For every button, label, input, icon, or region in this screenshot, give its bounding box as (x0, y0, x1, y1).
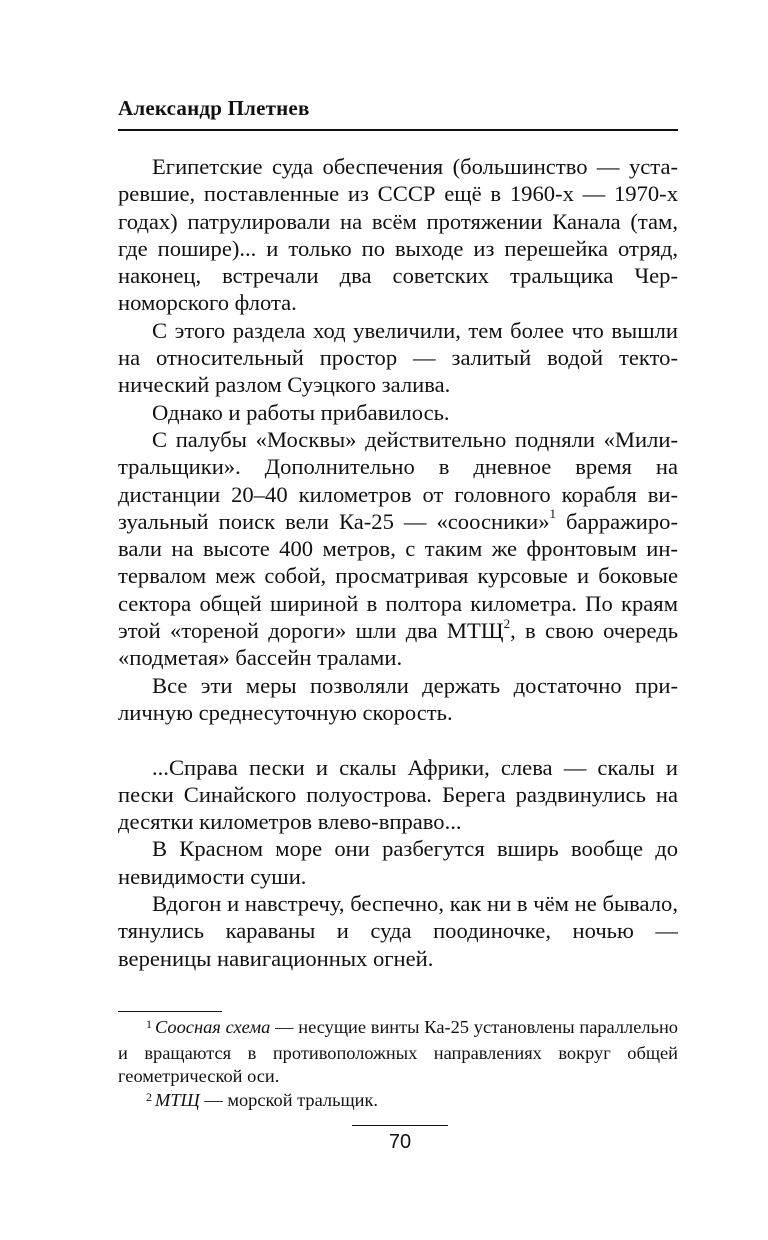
page-number-rule (352, 1125, 448, 1126)
main-text (118, 153, 678, 972)
paragraph-part: , в свою очередь «подметая» бассейн тралами. (118, 618, 678, 671)
footnote-term: Соосная схема (155, 1017, 271, 1037)
paragraph: Однако и работы прибавилось. (152, 399, 450, 425)
paragraph-part: С палубы «Москвы» действительно подняли «Мили-тральщики». Дополнительно в дневное время на дистанции 20–40 километров от головного корабля визуальный поиск вели Ка-25 — «соосники» (118, 426, 678, 534)
paragraph: Египетские суда обеспечения (большинство — устаревшие, поставленные из СССР ещё в 1960-х — 1970-х годах) патрулировали на всём протяжении Канала (там, где пошире)... и только по выходе из перешейка отряд, наконец, встречали два советских тральщика Черноморского флота. (118, 154, 678, 316)
footnote-mark: 1 (146, 1017, 152, 1031)
footnote-text: — морской тральщик. (199, 1089, 379, 1110)
header-rule (118, 129, 678, 131)
paragraph: Вдогон и навстречу, беспечно, как ни в чём не бывало, тянулись караваны и суда поодиночке, ночью — вереницы навигационных огней. (118, 891, 678, 971)
page-number: 70 (388, 1131, 412, 1153)
footnote-text: — несущие винты Ка-25 установлены параллельно и вращаются в противоположных направлениях вокруг общей геометрической оси. (118, 1017, 678, 1086)
footnote-1 (118, 1016, 678, 1089)
footnote-ref-2[interactable]: 2 (503, 615, 511, 631)
paragraph: В Красном море они разбегутся вширь вообще до невидимости суши. (118, 836, 678, 889)
footnote-2 (118, 1089, 678, 1115)
paragraph: Все эти меры позволяли держать достаточно приличную среднесуточную скорость. (118, 672, 678, 725)
footnotes (118, 1016, 678, 1114)
running-title: Александр Плетнев (118, 96, 310, 120)
paragraph-with-footnotes (118, 426, 678, 672)
footnote-ref-1[interactable]: 1 (549, 506, 557, 522)
paragraph: С этого раздела ход увеличили, тем более что вышли на относительный простор — залитый водой тектонический разлом Суэцкого залива. (118, 317, 678, 398)
paragraph: ...Справа пески и скалы Африки, слева — скалы и пески Синайского полуострова. Берега раздвинулись на десятки километров влево-вправо... (118, 754, 678, 835)
footnote-mark: 2 (146, 1089, 152, 1104)
paragraph-part: барражировали на высоте 400 метров, с таким же фронтовым интервалом меж собой, просматривая курсовые и боковые сектора общей шириной в полтора километра. По краям этой «тореной дороги» шли два МТЩ (118, 508, 678, 644)
footnote-rule (118, 1011, 222, 1012)
footnote-term: МТЩ (155, 1089, 200, 1110)
